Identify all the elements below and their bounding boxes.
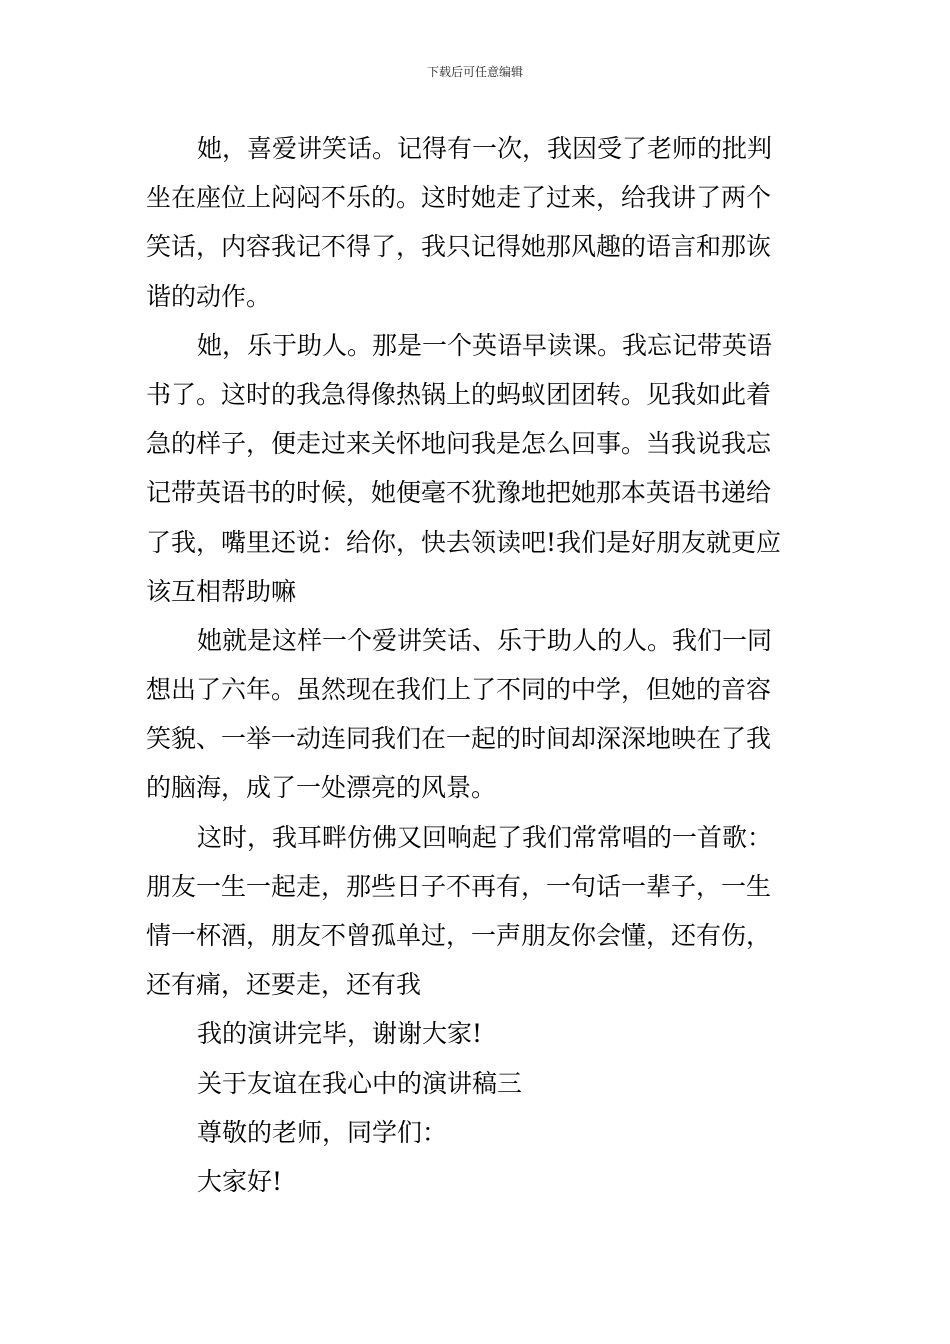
text-line: 关于友谊在我心中的演讲稿三 xyxy=(197,1068,523,1098)
text-line: 笑貌、一举一动连同我们在一起的时间却深深地映在了我 xyxy=(146,724,772,754)
text-line: 记带英语书的时候，她便毫不犹豫地把她那本英语书递给 xyxy=(146,478,772,508)
text-line: 该互相帮助嘛 xyxy=(146,576,297,606)
text-line: 坐在座位上闷闷不乐的。这时她走了过来，给我讲了两个 xyxy=(146,183,772,213)
text-line: 朋友一生一起走，那些日子不再有，一句话一辈子，一生 xyxy=(146,871,772,901)
text-line: 这时，我耳畔仿佛又回响起了我们常常唱的一首歌： xyxy=(197,822,773,852)
document-body xyxy=(146,124,806,1206)
section-title xyxy=(146,1059,806,1108)
paragraph-song xyxy=(146,813,806,1010)
text-line: 笑话，内容我记不得了，我只记得她那风趣的语言和那诙 xyxy=(146,232,772,262)
text-line: 大家好! xyxy=(197,1166,283,1196)
paragraph-salutation xyxy=(146,1108,806,1157)
text-line: 尊敬的老师，同学们： xyxy=(197,1117,448,1147)
text-line: 书了。这时的我急得像热锅上的蚂蚁团团转。见我如此着 xyxy=(146,379,772,409)
text-line: 的脑海，成了一处漂亮的风景。 xyxy=(146,773,497,803)
text-line: 了我，嘴里还说：给你，快去领读吧!我们是好朋友就更应 xyxy=(146,527,782,557)
text-line: 她就是这样一个爱讲笑话、乐于助人的人。我们一同 xyxy=(197,625,773,655)
text-line: 她，乐于助人。那是一个英语早读课。我忘记带英语 xyxy=(197,330,773,360)
text-line: 想出了六年。虽然现在我们上了不同的中学，但她的音容 xyxy=(146,675,772,705)
paragraph-closing xyxy=(146,1009,806,1058)
paragraph-joke xyxy=(146,124,806,321)
page-header: 下载后可任意编辑 xyxy=(426,65,523,79)
text-line: 她，喜爱讲笑话。记得有一次，我因受了老师的批判 xyxy=(197,134,773,163)
text-line: 我的演讲完毕，谢谢大家! xyxy=(197,1019,483,1049)
paragraph-greeting xyxy=(146,1157,806,1206)
text-line: 还有痛，还要走，还有我 xyxy=(146,970,422,1000)
text-line: 谐的动作。 xyxy=(146,281,272,311)
text-line: 急的样子，便走过来关怀地问我是怎么回事。当我说我忘 xyxy=(146,429,772,459)
paragraph-memory xyxy=(146,616,806,813)
paragraph-helpful xyxy=(146,321,806,616)
text-line: 情一杯酒，朋友不曾孤单过，一声朋友你会懂，还有伤， xyxy=(146,921,772,950)
